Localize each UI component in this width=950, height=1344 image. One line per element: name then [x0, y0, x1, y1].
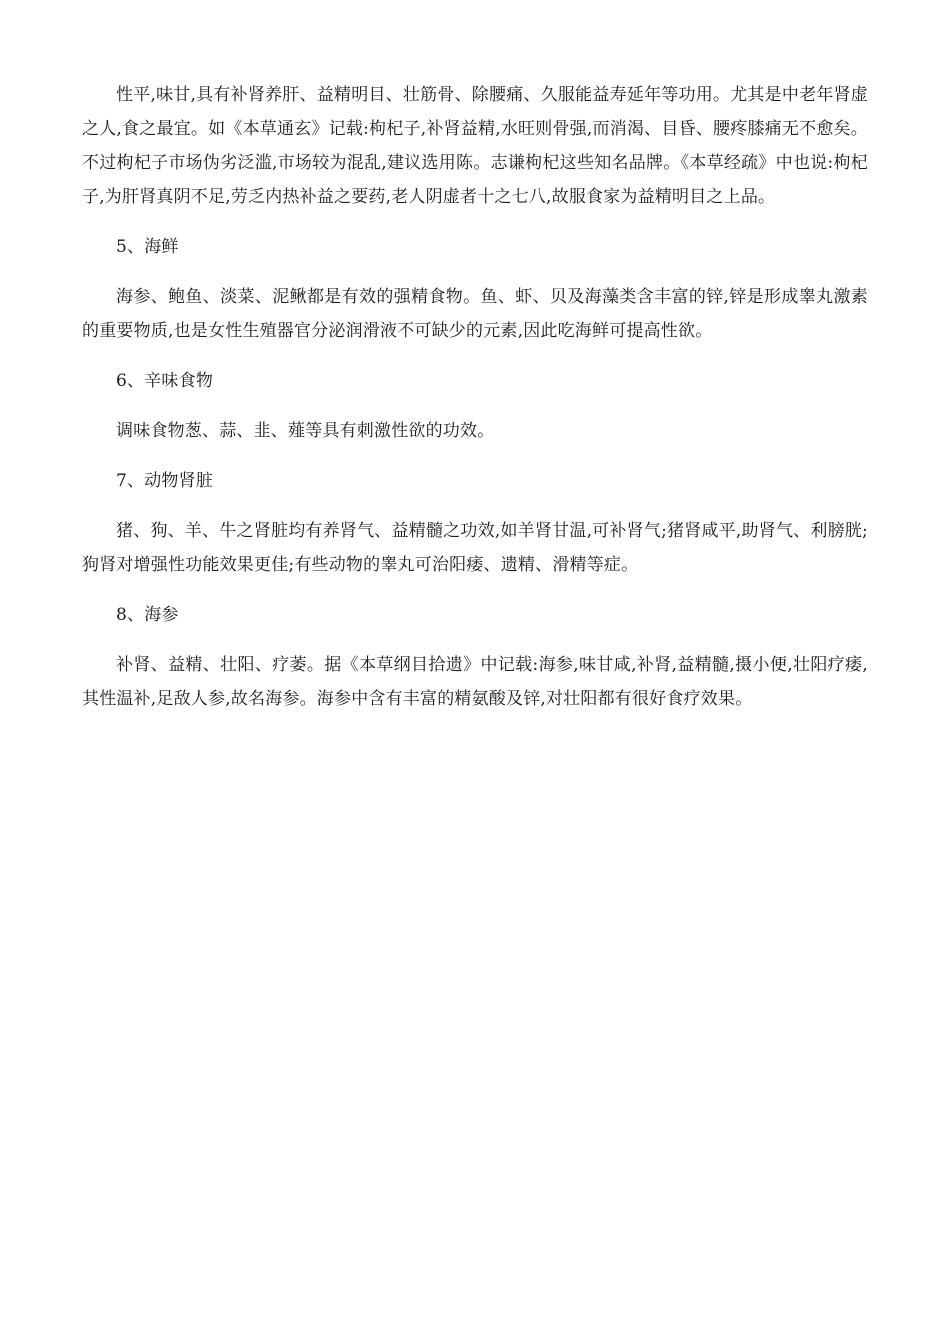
section-heading-animal-kidney: 7、动物肾脏	[116, 471, 214, 491]
paragraph-seafood: 海参、鲍鱼、淡菜、泥鳅都是有效的强精食物。鱼、虾、贝及海藻类含丰富的锌,锌是形成睾丸激素的重要物质,也是女性生殖器官分泌润滑液不可缺少的元素,因此吃海鲜可提高性欲。	[82, 287, 868, 341]
section-heading-seafood: 5、海鲜	[116, 237, 179, 257]
section-heading-spicy-food: 6、辛味食物	[116, 371, 214, 391]
paragraph-spicy-food: 调味食物葱、蒜、韭、薤等具有刺激性欲的功效。	[116, 421, 495, 441]
document-body	[82, 78, 868, 732]
section-heading-sea-cucumber: 8、海参	[116, 605, 179, 625]
paragraph-goji: 性平,味甘,具有补肾养肝、益精明目、壮筋骨、除腰痛、久服能益寿延年等功用。尤其是中老年肾虚之人,食之最宜。如《本草通玄》记载:枸杞子,补肾益精,水旺则骨强,而消渴、目昏、腰疼膝痛无不愈矣。不过枸杞子市场伪劣泛滥,市场较为混乱,建议选用陈。志谦枸杞这些知名品牌。《本草经疏》中也说:枸杞子,为肝肾真阴不足,劳乏内热补益之要药,老人阴虚者十之七八,故服食家为益精明目之上品。	[82, 85, 868, 207]
paragraph-sea-cucumber: 补肾、益精、壮阳、疗萎。据《本草纲目拾遗》中记载:海参,味甘咸,补肾,益精髓,摄小便,壮阳疗痿,其性温补,足敌人参,故名海参。海参中含有丰富的精氨酸及锌,对壮阳都有很好食疗效果。	[82, 655, 868, 709]
paragraph-animal-kidney: 猪、狗、羊、牛之肾脏均有养肾气、益精髓之功效,如羊肾甘温,可补肾气;猪肾咸平,助肾气、利膀胱;狗肾对增强性功能效果更佳;有些动物的睾丸可治阳痿、遗精、滑精等症。	[82, 521, 868, 575]
